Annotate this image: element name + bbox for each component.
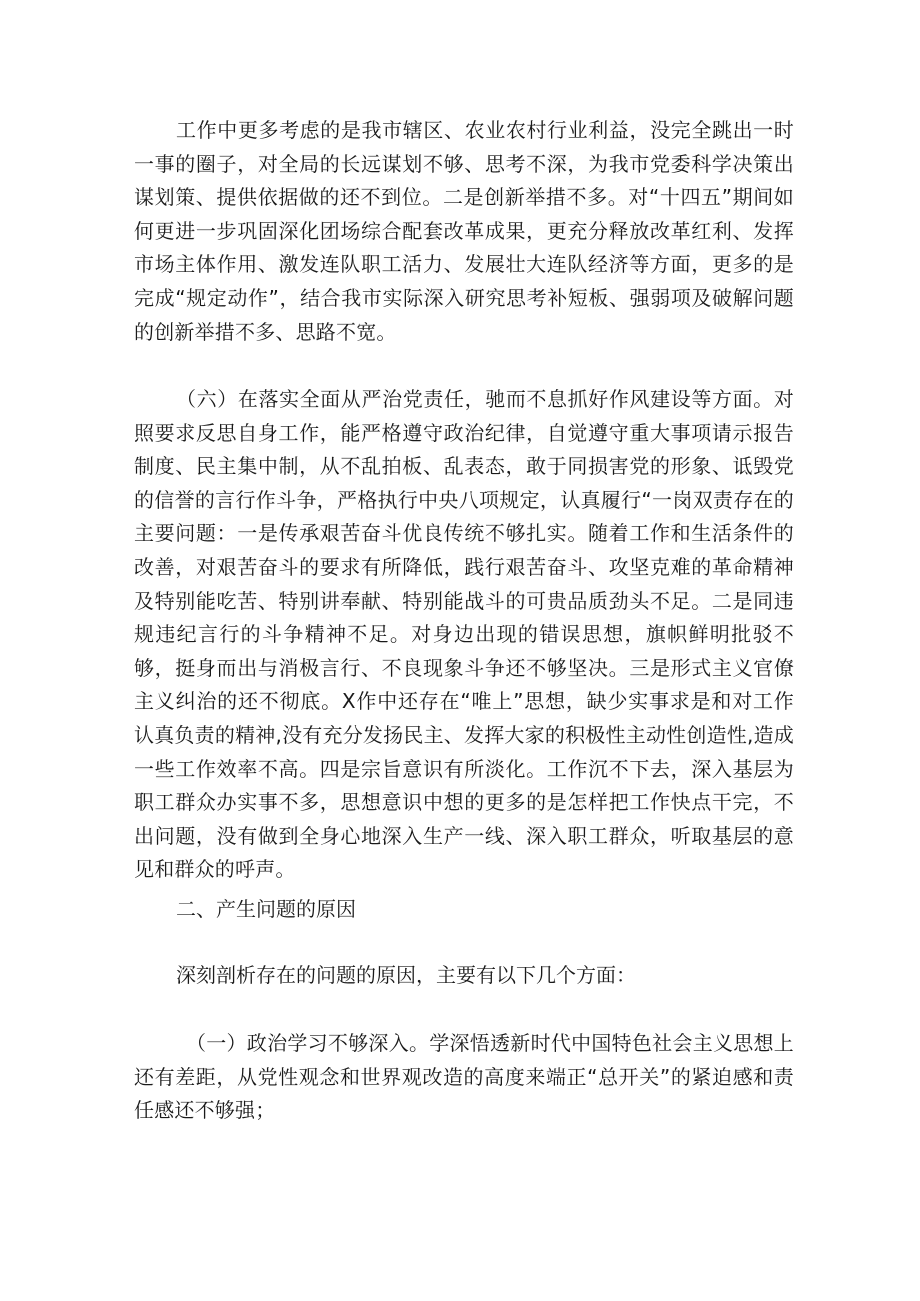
body-paragraph-causes-intro: 深刻剖析存在的问题的原因，主要有以下几个方面： xyxy=(176,963,636,987)
body-paragraph-political-study: （一）政治学习不够深入。学深悟透新时代中国特色社会主义思想上还有差距，从党性观念和世界观改造的高度来端正“总开关”的紧迫感和责任感还不够强； xyxy=(134,1031,794,1123)
body-paragraph-work-thinking: 工作中更多考虑的是我市辖区、农业农村行业利益，没完全跳出一时一事的圈子，对全局的长远谋划不够、思考不深，为我市党委科学决策出谋划策、提供依据做的还不到位。二是创新举措不多。对“十四五”期间如何更进一步巩固深化团场综合配套改革成果，更充分释放改革红利、发挥市场主体作用、激发连队职工活力、发展壮大连队经济等方面，更多的是完成“规定动作”，结合我市实际深入研究思考补短板、强弱项及破解问题的创新举措不多、思路不宽。 xyxy=(134,118,794,344)
body-paragraph-section-six: （六）在落实全面从严治党责任，驰而不息抓好作风建设等方面。对照要求反思自身工作，能严格遵守政治纪律，自觉遵守重大事项请示报告制度、民主集中制，从不乱拍板、乱表态，敢于同损害党的形象、诋毁党的信誉的言行作斗争，严格执行中央八项规定，认真履行“一岗双责存在的主要问题：一是传承艰苦奋斗优良传统不够扎实。随着工作和生活条件的改善，对艰苦奋斗的要求有所降低，践行艰苦奋斗、攻坚克难的革命精神及特别能吃苦、特别讲奉献、特别能战斗的可贵品质劲头不足。二是同违规违纪言行的斗争精神不足。对身边出现的错误思想，旗帜鲜明批驳不够，挺身而出与消极言行、不良现象斗争还不够坚决。三是形式主义官僚主义纠治的还不彻底。X作中还存在“唯上”思想，缺少实事求是和对工作认真负责的精神,没有充分发扬民主、发挥大家的积极性主动性创造性,造成一些工作效率不高。四是宗旨意识有所淡化。工作沉不下去，深入基层为职工群众办实事不多，思想意识中想的更多的是怎样把工作快点干完，不出问题，没有做到全身心地深入生产一线、深入职工群众，听取基层的意见和群众的呼声。 xyxy=(134,387,794,882)
section-heading-causes: 二、产生问题的原因 xyxy=(176,897,356,921)
